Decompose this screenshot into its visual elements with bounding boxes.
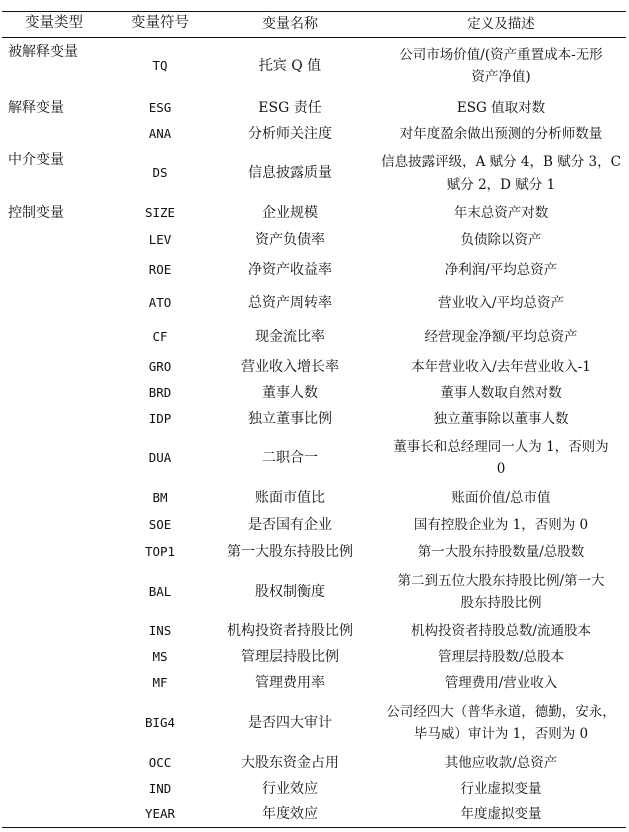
row-definition (376, 380, 626, 406)
row-definition (376, 95, 626, 121)
row-variable-symbol: SIZE (144, 204, 176, 220)
row-definition-line: 行业虚拟变量 (460, 780, 542, 797)
row-variable-symbol: GRO (148, 358, 172, 374)
row-definition (376, 484, 626, 512)
row-definition (376, 538, 626, 566)
row-definition-line: 对年度盈余做出预测的分析师数量 (399, 125, 603, 142)
row-definition (376, 750, 626, 776)
row-definition (376, 39, 626, 93)
row-definition-line: 公司市场价值/(资产重置成本-无形 (399, 46, 603, 63)
row-variable-name: 现金流比率 (255, 328, 325, 345)
row-definition-line: 独立董事除以董事人数 (433, 410, 569, 427)
row-variable-name: 第一大股东持股比例 (227, 543, 353, 560)
row-definition (376, 776, 626, 802)
row-variable-name: 管理层持股比例 (241, 648, 339, 665)
row-variable-symbol: ESG (148, 99, 172, 115)
row-variable-symbol: DS (152, 165, 168, 181)
row-definition (376, 226, 626, 254)
row-definition (376, 200, 626, 226)
row-definition-line: 本年营业收入/去年营业收入-1 (411, 358, 591, 375)
row-variable-symbol: CF (152, 328, 168, 344)
row-definition (376, 566, 626, 618)
row-definition (376, 432, 626, 484)
row-variable-symbol: TQ (152, 57, 168, 73)
row-variable-name: 分析师关注度 (248, 125, 332, 142)
row-definition-line: 账面价值/总市值 (451, 489, 551, 506)
row-variable-symbol: SOE (148, 516, 172, 532)
row-definition-line: 国有控股企业为 1，否则为 0 (413, 516, 589, 533)
row-definition-line: 董事长和总经理同一人为 1，否则为 (393, 438, 609, 455)
row-variable-name: 是否国有企业 (248, 516, 332, 533)
row-definition (376, 147, 626, 200)
row-variable-type: 被解释变量 (8, 43, 78, 60)
row-variable-name: 资产负债率 (255, 231, 325, 248)
row-definition (376, 802, 626, 827)
row-definition (376, 670, 626, 696)
row-definition (376, 320, 626, 354)
row-variable-name: 独立董事比例 (248, 410, 332, 427)
row-variable-type: 解释变量 (8, 99, 64, 116)
row-variable-name: 股权制衡度 (255, 583, 325, 600)
row-variable-symbol: MF (152, 674, 168, 690)
row-variable-symbol: ANA (148, 125, 172, 141)
row-variable-symbol: IND (148, 780, 172, 796)
row-variable-name: 行业效应 (262, 780, 318, 797)
row-variable-name: ESG 责任 (258, 99, 322, 116)
row-variable-symbol: LEV (148, 231, 172, 247)
row-variable-symbol: IDP (148, 410, 172, 426)
row-definition-line: 资产净值) (471, 69, 531, 85)
row-definition-line: 负债除以资产 (460, 231, 542, 248)
row-variable-name: 信息披露质量 (248, 165, 332, 182)
row-variable-symbol: OCC (148, 754, 172, 770)
row-variable-name: 企业规模 (262, 204, 318, 221)
row-variable-symbol: BRD (148, 384, 172, 400)
row-definition-line: 赋分 2，D 赋分 1 (446, 176, 556, 193)
header-definition: 定义及描述 (467, 15, 535, 32)
row-definition-line: 毕马威）审计为 1，否则为 0 (413, 726, 589, 742)
row-definition-line: 第一大股东持股数量/总股数 (417, 543, 585, 560)
row-definition (376, 121, 626, 147)
row-definition (376, 696, 626, 750)
row-variable-name: 二职合一 (262, 449, 318, 466)
row-definition-line: 股东持股比例 (460, 595, 542, 611)
row-variable-name: 账面市值比 (255, 489, 325, 506)
row-definition-line: 董事人数取自然对数 (440, 384, 562, 401)
row-variable-name: 营业收入增长率 (241, 358, 339, 375)
row-variable-name: 大股东资金占用 (241, 754, 339, 771)
row-variable-symbol: ROE (148, 261, 172, 277)
table-header-rule (2, 37, 626, 38)
row-variable-symbol: BAL (148, 583, 172, 599)
row-definition (376, 286, 626, 320)
row-definition-line: 经营现金净额/平均总资产 (424, 328, 578, 345)
row-definition-line: ESG 值取对数 (456, 99, 546, 116)
row-variable-type: 中介变量 (8, 151, 64, 168)
row-definition-line: 管理费用/营业收入 (444, 674, 558, 691)
row-definition-line: 其他应收款/总资产 (444, 754, 558, 771)
row-variable-symbol: BM (152, 489, 168, 505)
row-definition-line: 信息披露评级，A 赋分 4，B 赋分 3，C (381, 154, 621, 171)
row-definition-line: 公司经四大（普华永道，德勤，安永， (386, 703, 616, 720)
row-variable-symbol: TOP1 (144, 543, 176, 559)
row-variable-name: 净资产收益率 (248, 261, 332, 278)
header-variable-type: 变量类型 (25, 15, 83, 32)
row-variable-symbol: BIG4 (144, 714, 176, 730)
row-variable-symbol: DUA (148, 449, 172, 465)
row-definition-line: 营业收入/平均总资产 (437, 294, 565, 311)
header-variable-name: 变量名称 (262, 15, 318, 32)
row-definition (376, 254, 626, 286)
row-variable-name: 机构投资者持股比例 (227, 622, 353, 639)
variable-definition-table (2, 0, 626, 832)
row-definition (376, 644, 626, 670)
row-variable-name: 年度效应 (262, 806, 318, 823)
row-variable-symbol: ATO (148, 294, 172, 310)
row-definition-line: 0 (496, 461, 506, 477)
row-variable-name: 是否四大审计 (248, 714, 332, 731)
row-definition-line: 年末总资产对数 (453, 204, 549, 221)
row-definition-line: 管理层持股数/总股本 (437, 648, 565, 665)
row-definition (376, 406, 626, 432)
row-definition (376, 618, 626, 644)
row-variable-name: 总资产周转率 (248, 294, 332, 311)
row-definition-line: 第二到五位大股东持股比例/第一大 (397, 572, 605, 589)
row-definition-line: 净利润/平均总资产 (444, 261, 558, 278)
row-variable-type: 控制变量 (8, 204, 64, 221)
row-variable-symbol: MS (152, 648, 168, 664)
table-bottom-rule (2, 827, 626, 828)
row-variable-symbol: INS (148, 622, 172, 638)
row-variable-name: 管理费用率 (255, 674, 325, 691)
row-definition (376, 354, 626, 380)
row-definition-line: 机构投资者持股总数/流通股本 (410, 622, 592, 639)
header-variable-symbol: 变量符号 (131, 15, 189, 32)
row-variable-symbol: YEAR (144, 806, 176, 822)
row-definition-line: 年度虚拟变量 (460, 806, 542, 823)
row-definition (376, 512, 626, 538)
row-variable-name: 董事人数 (262, 384, 318, 401)
row-variable-name: 托宾 Q 值 (258, 57, 322, 74)
